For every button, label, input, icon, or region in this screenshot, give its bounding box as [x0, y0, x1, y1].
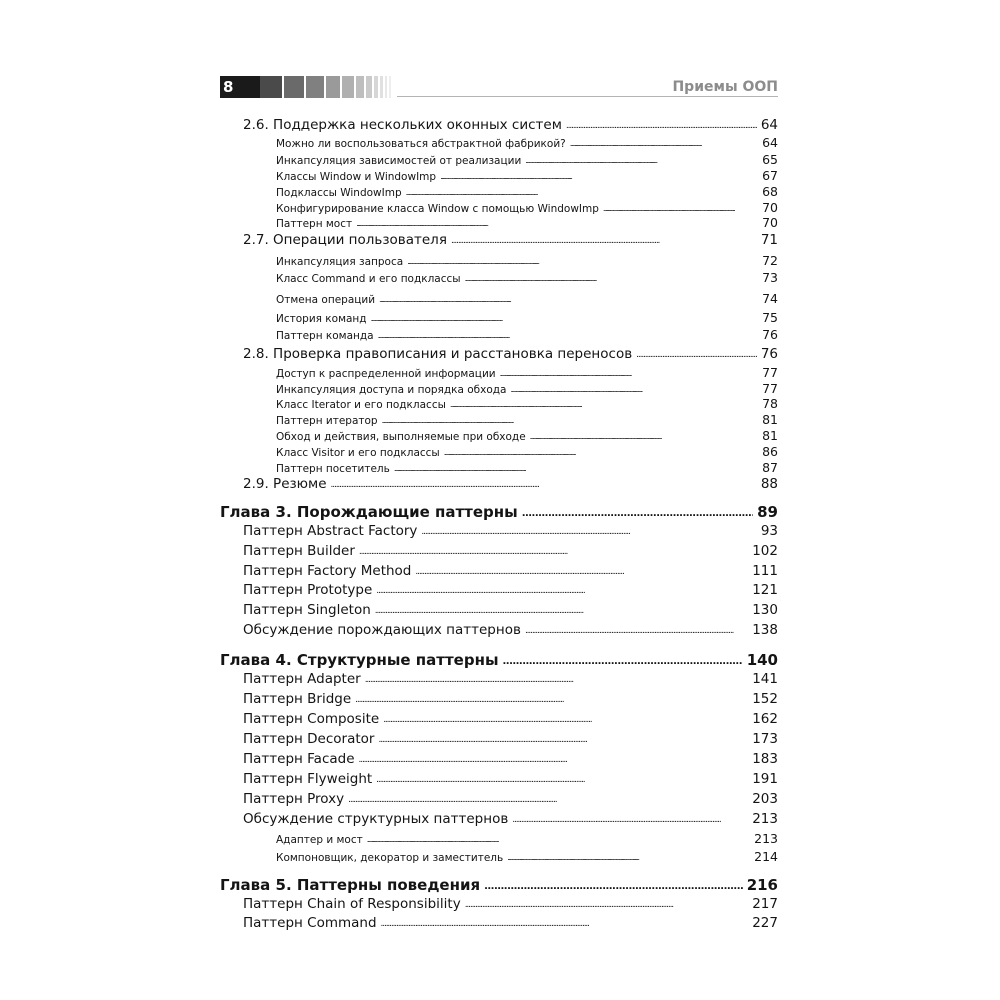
toc-section-entry: [243, 915, 778, 931]
toc-subsection-entry: [276, 135, 778, 150]
dot-leader: [530, 430, 758, 442]
toc-entry-page: 74: [762, 291, 778, 306]
toc-subsection-entry: [276, 396, 778, 411]
dot-leader: [378, 329, 759, 341]
dot-leader: [525, 621, 748, 637]
toc-entry-page: 64: [762, 135, 778, 150]
toc-entry-title: Доступ к распределенной информации: [276, 368, 496, 380]
toc-subsection-entry: [276, 215, 778, 230]
toc-section-entry: [243, 563, 778, 579]
toc-chapter-entry: [220, 876, 778, 894]
toc-entry-page: 81: [762, 412, 778, 427]
toc-entry-page: 87: [762, 460, 778, 475]
dot-leader: [421, 522, 756, 538]
toc-entry-title: 2.9. Резюме: [243, 476, 327, 492]
toc-entry-title: История команд: [276, 313, 367, 325]
toc-entry-title: Паттерн команда: [276, 330, 374, 342]
dot-leader: [381, 914, 749, 930]
toc-entry-title: Паттерн Adapter: [243, 671, 361, 687]
toc-section-entry: [243, 691, 778, 707]
toc-entry-page: 140: [746, 651, 778, 669]
toc-section-entry: [243, 791, 778, 807]
dot-leader: [359, 750, 749, 766]
toc-entry-page: 213: [754, 831, 778, 846]
toc-entry-page: 67: [762, 168, 778, 183]
dot-leader: [450, 398, 758, 410]
dot-leader: [365, 670, 749, 686]
toc-section-entry: [243, 476, 778, 492]
page-number: 8: [220, 76, 260, 98]
toc-entry-page: 102: [752, 543, 778, 559]
dot-leader: [440, 170, 758, 182]
header-rule: [397, 96, 778, 97]
running-title: Приемы ООП: [672, 79, 778, 95]
toc-section-entry: [243, 711, 778, 727]
dot-leader: [331, 475, 757, 491]
toc-entry-page: 68: [762, 184, 778, 199]
dot-leader: [566, 116, 757, 132]
toc-section-entry: [243, 543, 778, 559]
dot-leader: [348, 790, 748, 806]
toc-entry-page: 162: [752, 711, 778, 727]
toc-entry-title: 2.7. Операции пользователя: [243, 232, 447, 248]
dot-leader: [375, 601, 748, 617]
toc-entry-page: 191: [752, 771, 778, 787]
toc-entry-title: Обход и действия, выполняемые при обходе: [276, 431, 526, 443]
toc-subsection-entry: [276, 831, 778, 846]
toc-entry-page: 81: [762, 428, 778, 443]
dot-leader: [484, 875, 743, 893]
dot-leader: [465, 272, 759, 284]
dot-leader: [444, 446, 758, 458]
toc-entry-title: Паттерн Flyweight: [243, 771, 373, 787]
toc-subsection-entry: [276, 460, 778, 475]
toc-entry-title: Можно ли воспользоваться абстрактной фабрикой?: [276, 138, 566, 150]
toc-entry-page: 203: [752, 791, 778, 807]
dot-leader: [510, 383, 758, 395]
toc-entry-title: Глава 5. Паттерны поведения: [220, 876, 481, 894]
toc-entry-title: Паттерн Command: [243, 915, 377, 931]
toc-entry-title: Паттерн Prototype: [243, 582, 373, 598]
toc-entry-title: Обсуждение порождающих паттернов: [243, 622, 521, 638]
dot-leader: [512, 810, 748, 826]
toc-entry-title: Паттерн Factory Method: [243, 563, 412, 579]
toc-entry-title: Адаптер и мост: [276, 834, 363, 846]
toc-entry-title: Паттерн Builder: [243, 543, 355, 559]
toc-subsection-entry: [276, 168, 778, 183]
toc-entry-page: 138: [752, 622, 778, 638]
toc-section-entry: [243, 731, 778, 747]
toc-subsection-entry: [276, 428, 778, 443]
dot-leader: [603, 202, 758, 214]
toc-subsection-entry: [276, 152, 778, 167]
toc-entry-title: Класс Iterator и его подклассы: [276, 399, 446, 411]
toc-entry-title: Глава 4. Структурные паттерны: [220, 651, 499, 669]
toc-entry-page: 173: [752, 731, 778, 747]
toc-entry-page: 70: [762, 215, 778, 230]
dot-leader: [383, 710, 748, 726]
toc-subsection-entry: [276, 412, 778, 427]
dot-leader: [507, 851, 750, 863]
dot-leader: [355, 690, 748, 706]
toc-entry-title: Глава 3. Порождающие паттерны: [220, 503, 518, 521]
toc-section-entry: [243, 771, 778, 787]
toc-entry-page: 216: [746, 876, 778, 894]
dot-leader: [500, 367, 759, 379]
toc-entry-page: 86: [762, 444, 778, 459]
toc-subsection-entry: [276, 253, 778, 268]
toc-entry-page: 76: [760, 346, 778, 362]
toc-entry-page: 76: [762, 327, 778, 342]
dot-leader: [379, 293, 758, 305]
dot-leader: [636, 345, 757, 361]
toc-subsection-entry: [276, 444, 778, 459]
toc-subsection-entry: [276, 365, 778, 380]
toc-entry-title: Паттерн посетитель: [276, 463, 390, 475]
toc-entry-page: 88: [760, 476, 778, 492]
dot-leader: [378, 730, 748, 746]
toc-entry-page: 214: [754, 849, 778, 864]
toc-entry-title: Паттерн мост: [276, 218, 353, 230]
toc-entry-page: 75: [762, 310, 778, 325]
toc-entry-page: 213: [752, 811, 778, 827]
toc-entry-page: 121: [752, 582, 778, 598]
dot-leader: [451, 231, 757, 247]
toc-section-entry: [243, 346, 778, 362]
dot-leader: [465, 895, 749, 911]
toc-entry-title: 2.8. Проверка правописания и расстановка переносов: [243, 346, 633, 362]
dot-leader: [522, 502, 753, 520]
toc-entry-title: Паттерн Abstract Factory: [243, 523, 418, 539]
dot-leader: [359, 542, 748, 558]
toc-section-entry: [243, 523, 778, 539]
toc-subsection-entry: [276, 184, 778, 199]
toc-section-entry: [243, 751, 778, 767]
toc-entry-page: 70: [762, 200, 778, 215]
dot-leader: [415, 562, 748, 578]
toc-section-entry: [243, 582, 778, 598]
toc-entry-page: 65: [762, 152, 778, 167]
dot-leader: [525, 154, 758, 166]
header-gradient-bars: [260, 76, 420, 98]
toc-entry-page: 183: [752, 751, 778, 767]
toc-entry-title: Паттерн Chain of Responsibility: [243, 896, 461, 912]
toc-entry-title: Паттерн Decorator: [243, 731, 375, 747]
dot-leader: [356, 217, 758, 229]
toc-entry-title: Обсуждение структурных паттернов: [243, 811, 509, 827]
toc-subsection-entry: [276, 381, 778, 396]
toc-entry-page: 71: [760, 232, 778, 248]
dot-leader: [367, 833, 750, 845]
toc-entry-page: 111: [752, 563, 778, 579]
toc-entry-title: Отмена операций: [276, 294, 376, 306]
dot-leader: [376, 581, 748, 597]
toc-subsection-entry: [276, 849, 778, 864]
toc-entry-page: 72: [762, 253, 778, 268]
toc-entry-title: Компоновщик, декоратор и заместитель: [276, 852, 504, 864]
dot-leader: [503, 650, 743, 668]
toc-entry-title: Классы Window и WindowImp: [276, 171, 437, 183]
dot-leader: [570, 137, 758, 149]
toc-entry-page: 227: [752, 915, 778, 931]
toc-entry-title: Паттерн Proxy: [243, 791, 345, 807]
toc-section-entry: [243, 232, 778, 248]
toc-entry-title: Инкапсуляция доступа и порядка обхода: [276, 384, 507, 396]
toc-entry-title: 2.6. Поддержка нескольких оконных систем: [243, 117, 562, 133]
running-header: [220, 76, 778, 98]
toc-entry-page: 73: [762, 270, 778, 285]
toc-entry-page: 77: [762, 381, 778, 396]
toc-entry-page: 152: [752, 691, 778, 707]
toc-entry-title: Паттерн Singleton: [243, 602, 371, 618]
toc-section-entry: [243, 602, 778, 618]
toc-entry-page: 78: [762, 396, 778, 411]
toc-entry-title: Инкапсуляция зависимостей от реализации: [276, 155, 522, 167]
toc-entry-title: Класс Command и его подклассы: [276, 273, 461, 285]
toc-subsection-entry: [276, 200, 778, 215]
toc-entry-title: Паттерн Composite: [243, 711, 380, 727]
toc-entry-page: 89: [757, 503, 778, 521]
dot-leader: [407, 255, 758, 267]
toc-subsection-entry: [276, 270, 778, 285]
toc-subsection-entry: [276, 310, 778, 325]
toc-chapter-entry: [220, 651, 778, 669]
dot-leader: [406, 186, 758, 198]
toc-entry-page: 93: [760, 523, 778, 539]
toc-section-entry: [243, 811, 778, 827]
toc-entry-title: Класс Visitor и его подклассы: [276, 447, 440, 459]
dot-leader: [394, 462, 758, 474]
toc-entry-title: Конфигурирование класса Window с помощью WindowImp: [276, 203, 599, 215]
toc-entry-title: Паттерн Facade: [243, 751, 355, 767]
toc-entry-page: 77: [762, 365, 778, 380]
toc-entry-title: Инкапсуляция запроса: [276, 256, 404, 268]
toc-entry-page: 141: [752, 671, 778, 687]
toc-entry-title: Паттерн итератор: [276, 415, 378, 427]
toc-section-entry: [243, 671, 778, 687]
toc-entry-title: Паттерн Bridge: [243, 691, 352, 707]
toc-chapter-entry: [220, 503, 778, 521]
toc-entry-page: 64: [760, 117, 778, 133]
dot-leader: [376, 770, 748, 786]
toc-entry-page: 217: [752, 896, 778, 912]
toc-subsection-entry: [276, 291, 778, 306]
toc-entry-title: Подклассы WindowImp: [276, 187, 402, 199]
toc-entry-page: 130: [752, 602, 778, 618]
dot-leader: [382, 414, 758, 426]
dot-leader: [371, 312, 759, 324]
toc-section-entry: [243, 896, 778, 912]
toc-section-entry: [243, 622, 778, 638]
toc-subsection-entry: [276, 327, 778, 342]
toc-section-entry: [243, 117, 778, 133]
